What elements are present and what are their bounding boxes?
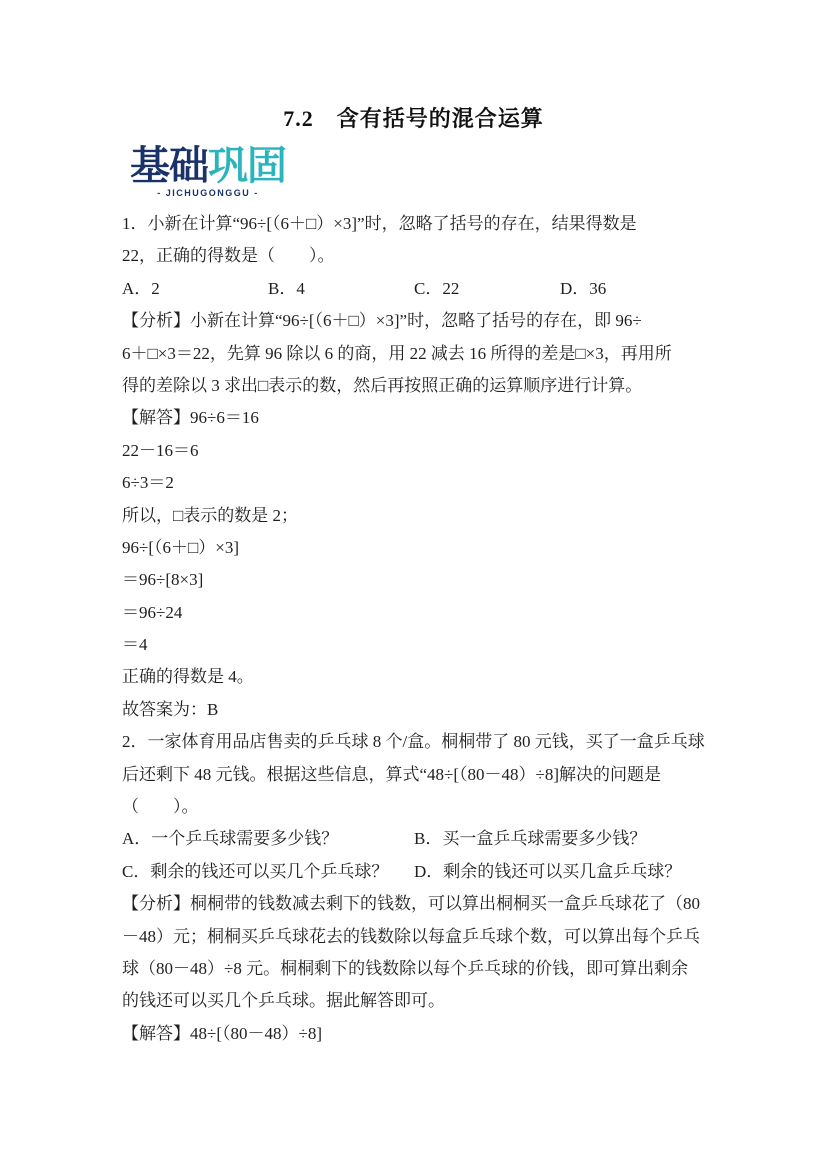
- page-title: 7.2 含有括号的混合运算: [283, 106, 544, 131]
- logo-part-jichu: 基础: [130, 144, 208, 188]
- q2-options-row-2: [122, 856, 717, 888]
- q1-option-d: D．36: [560, 278, 607, 298]
- q2-stem-line: 后还剩下 48 元钱。根据这些信息，算式“48÷[（80－48）÷8]解决的问题是: [122, 764, 662, 784]
- q1-solution-line: 正确的得数是 4。: [122, 667, 254, 687]
- q1-solution-line: 所以，□表示的数是 2；: [122, 505, 299, 525]
- q1-solution-line: ＝96÷24: [122, 602, 183, 622]
- q2-analysis-line: 的钱还可以买几个乒乓球。据此解答即可。: [122, 991, 445, 1011]
- q2-option-d: D．剩余的钱还可以买几盒乒乓球？: [414, 861, 682, 881]
- logo-part-gonggu: 巩固: [208, 144, 286, 188]
- q2-option-a: A．一个乒乓球需要多少钱？: [122, 829, 339, 849]
- q1-solution-line: ＝4: [122, 635, 148, 655]
- q1-solution-line: ＝96÷[8×3]: [122, 570, 204, 590]
- logo-wordmark: [122, 145, 294, 187]
- q2-analysis-line: 【分析】桐桐带的钱数减去剩下的钱数，可以算出桐桐买一盒乒乓球花了（80: [122, 894, 700, 914]
- q1-solution-line: 22－16＝6: [122, 440, 199, 460]
- q1-analysis-line: 【分析】小新在计算“96÷[（6＋□）×3]”时，忽略了括号的存在，即 96÷: [122, 311, 642, 331]
- q1-solution-line: 6÷3＝2: [122, 473, 174, 493]
- q1-stem-line: 1．小新在计算“96÷[（6＋□）×3]”时，忽略了括号的存在，结果得数是: [122, 214, 637, 233]
- q1-analysis-line: 得的差除以 3 求出□表示的数，然后再按照正确的运算顺序进行计算。: [122, 375, 643, 395]
- q2-options-row-1: [122, 823, 717, 855]
- q2-analysis-line: 球（80－48）÷8 元。桐桐剩下的钱数除以每个乒乓球的价钱，即可算出剩余: [122, 958, 689, 978]
- q1-option-c: C．22: [414, 278, 460, 298]
- q2-analysis-line: －48）元；桐桐买乒乓球花去的钱数除以每盒乒乓球个数，可以算出每个乒乓: [122, 926, 700, 946]
- q1-option-a: A．2: [122, 278, 160, 298]
- q1-solution-line: 96÷[（6＋□）×3]: [122, 537, 240, 557]
- q2-stem-line: （ ）。: [122, 797, 199, 817]
- q1-options-row: [122, 273, 717, 305]
- q2-solution-line: 【解答】48÷[（80－48）÷8]: [122, 1023, 322, 1043]
- q1-analysis-line: 6＋□×3＝22，先算 96 除以 6 的商，用 22 减去 16 所得的差是□×3，再用所: [122, 343, 672, 363]
- q2-stem-line: 2．一家体育用品店售卖的乒乓球 8 个/盒。桐桐带了 80 元钱，买了一盒乒乓球: [122, 732, 705, 752]
- q2-option-b: B．买一盒乒乓球需要多少钱？: [414, 829, 647, 849]
- q1-stem-line: 22，正确的得数是（ ）。: [122, 246, 335, 266]
- q1-solution-line: 【解答】96÷6＝16: [122, 408, 259, 428]
- q2-option-c: C．剩余的钱还可以买几个乒乓球？: [122, 861, 389, 881]
- worksheet-body: [122, 208, 717, 1050]
- q1-option-b: B．4: [268, 278, 305, 298]
- logo-subtitle: - JICHUGONGGU -: [157, 188, 259, 198]
- q1-answer-line: 故答案为：B: [122, 699, 219, 719]
- jichugonggu-logo: [122, 145, 294, 198]
